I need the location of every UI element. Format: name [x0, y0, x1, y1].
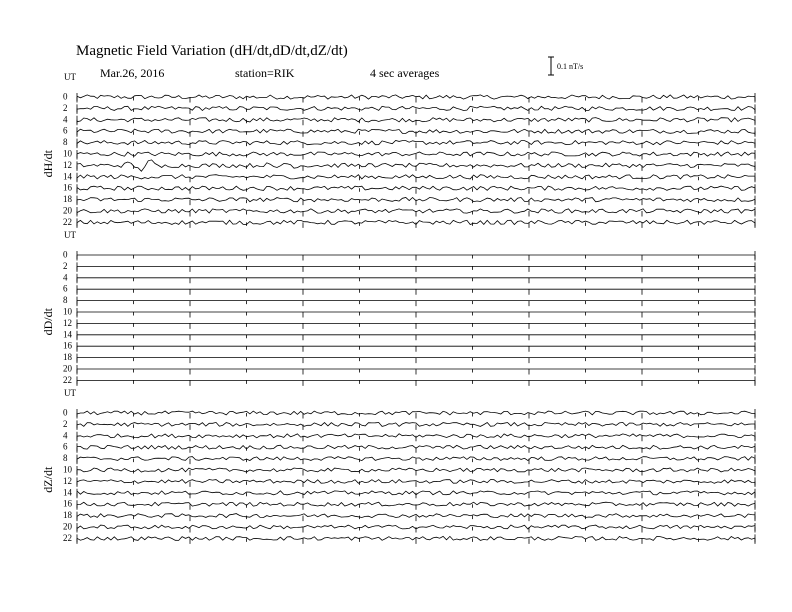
row-label: 8 [63, 295, 68, 306]
row-label: 0 [63, 249, 68, 260]
row-label: 4 [63, 430, 68, 441]
station-label: station=RIK [235, 66, 295, 80]
row-label: 6 [63, 441, 68, 452]
row-label: 2 [63, 260, 68, 271]
row-label: 10 [63, 148, 72, 159]
ut-label: UT [64, 72, 76, 82]
row-label: 12 [63, 317, 72, 328]
y-axis-label: dD/dt [41, 308, 55, 336]
scale-bar [548, 57, 583, 75]
row-label: 22 [63, 374, 72, 385]
row-label: 20 [63, 521, 72, 532]
row-label: 10 [63, 306, 72, 317]
ut-label: UT [64, 230, 76, 240]
y-axis-label: dH/dt [41, 150, 55, 178]
chart-title: Magnetic Field Variation (dH/dt,dD/dt,dZ/dt) [76, 43, 348, 59]
row-label: 22 [63, 216, 72, 227]
row-label: 18 [63, 352, 72, 363]
row-label: 14 [63, 171, 72, 182]
row-label: 8 [63, 137, 68, 148]
row-label: 4 [63, 272, 68, 283]
row-label: 18 [63, 194, 72, 205]
row-label: 12 [63, 159, 72, 170]
row-label: 2 [63, 418, 68, 429]
row-label: 0 [63, 91, 68, 102]
row-label: 14 [63, 329, 72, 340]
row-label: 20 [63, 205, 72, 216]
scale-bar-label: 0.1 nT/s [557, 62, 584, 71]
panel-dz-dt [41, 388, 755, 544]
row-label: 12 [63, 475, 72, 486]
row-label: 18 [63, 510, 72, 521]
y-axis-label: dZ/dt [41, 466, 55, 493]
panel-dd-dt [41, 230, 755, 386]
ut-label: UT [64, 388, 76, 398]
row-label: 6 [63, 283, 68, 294]
row-label: 16 [63, 340, 72, 351]
row-label: 2 [63, 102, 68, 113]
row-label: 10 [63, 464, 72, 475]
averaging-label: 4 sec averages [370, 66, 440, 80]
panel-dh-dt [41, 72, 755, 228]
row-label: 14 [63, 487, 72, 498]
row-label: 16 [63, 498, 72, 509]
row-label: 20 [63, 363, 72, 374]
row-label: 22 [63, 532, 72, 543]
row-label: 8 [63, 453, 68, 464]
row-label: 16 [63, 182, 72, 193]
date-label: Mar.26, 2016 [100, 66, 165, 80]
row-label: 0 [63, 407, 68, 418]
row-label: 6 [63, 125, 68, 136]
row-label: 4 [63, 114, 68, 125]
